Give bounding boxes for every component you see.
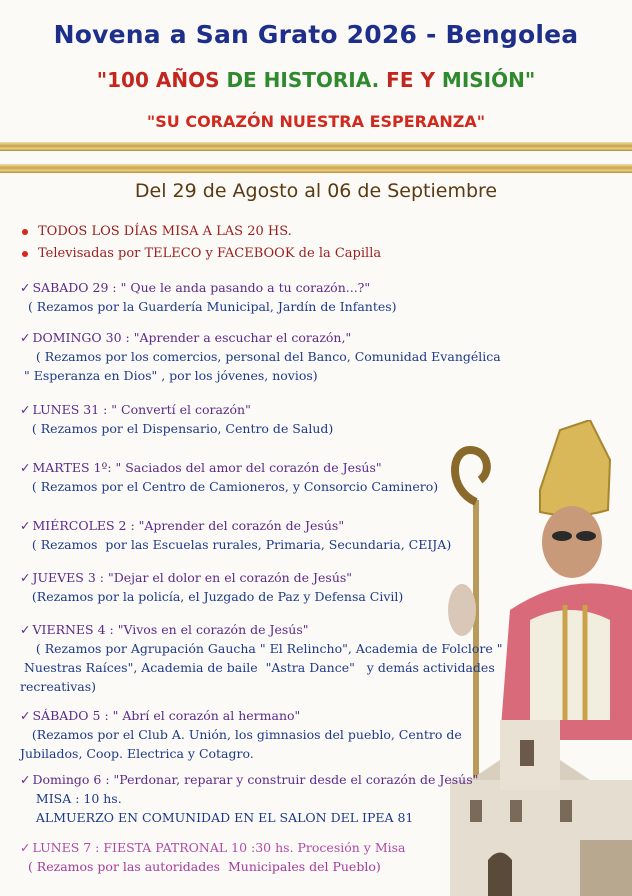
day-heading-text: SÁBADO 5 : " Abrí el corazón al hermano" <box>32 708 301 723</box>
day-intention-line: ( Rezamos por la Guardería Municipal, Jardín de Infantes) <box>20 299 397 314</box>
subtitle-part-d: MISIÓN" <box>441 68 536 92</box>
novena-day-entry <box>20 770 620 827</box>
bullet-dot-icon <box>22 229 28 235</box>
day-heading <box>20 400 620 419</box>
day-intention-line: Jubilados, Coop. Electrica y Cotagro. <box>20 746 254 761</box>
novena-day-entry <box>20 278 620 316</box>
check-icon: ✓ <box>20 330 31 345</box>
check-icon: ✓ <box>20 622 31 637</box>
subtitle-part-c: FE Y <box>386 68 435 92</box>
novena-day-entry <box>20 400 620 438</box>
day-heading-text: Domingo 6 : "Perdonar, reparar y construir desde el corazón de Jesús" <box>32 772 479 787</box>
day-intention-line: Nuestras Raíces", Academia de baile "Astra Dance" y demás actividades <box>20 660 495 675</box>
check-icon: ✓ <box>20 708 31 723</box>
day-heading <box>20 770 620 789</box>
day-intention-line: recreativas) <box>20 679 97 694</box>
gold-divider-bottom <box>0 164 632 173</box>
check-icon: ✓ <box>20 280 31 295</box>
day-heading-text: VIERNES 4 : "Vivos en el corazón de Jesús" <box>32 622 309 637</box>
day-heading-text: MIÉRCOLES 2 : "Aprender del corazón de Jesús" <box>32 518 345 533</box>
day-heading <box>20 568 620 587</box>
subtitle-motto <box>0 68 632 92</box>
subtitle-part-b: DE HISTORIA. <box>226 68 380 92</box>
day-heading <box>20 838 620 857</box>
bullet-dot-icon <box>22 251 28 257</box>
day-heading <box>20 458 620 477</box>
day-heading <box>20 620 620 639</box>
novena-day-entry <box>20 838 620 876</box>
bullet-item <box>22 224 292 239</box>
check-icon: ✓ <box>20 402 31 417</box>
novena-day-entry <box>20 328 620 385</box>
day-intention-line: ALMUERZO EN COMUNIDAD EN EL SALON DEL IPEA 81 <box>20 810 414 825</box>
novena-day-entry <box>20 458 620 496</box>
date-range: Del 29 de Agosto al 06 de Septiembre <box>134 180 498 202</box>
day-heading-text: MARTES 1º: " Saciados del amor del corazón de Jesús" <box>32 460 382 475</box>
day-intention-line: (Rezamos por el Club A. Unión, los gimnasios del pueblo, Centro de <box>20 727 462 742</box>
check-icon: ✓ <box>20 518 31 533</box>
day-heading <box>20 278 620 297</box>
day-heading <box>20 328 620 347</box>
day-heading-text: LUNES 31 : " Convertí el corazón" <box>32 402 251 417</box>
check-icon: ✓ <box>20 840 31 855</box>
day-intention-line: MISA : 10 hs. <box>20 791 122 806</box>
bullet-text: TODOS LOS DÍAS MISA A LAS 20 HS. <box>38 224 292 239</box>
day-intention-line: ( Rezamos por el Centro de Camioneros, y Consorcio Caminero) <box>20 479 439 494</box>
day-heading <box>20 706 620 725</box>
page-title: Novena a San Grato 2026 - Bengolea <box>53 20 579 49</box>
day-heading <box>20 516 620 535</box>
day-intention-line: ( Rezamos por las Escuelas rurales, Primaria, Secundaria, CEIJA) <box>20 537 452 552</box>
novena-day-entry <box>20 516 620 554</box>
check-icon: ✓ <box>20 460 31 475</box>
check-icon: ✓ <box>20 772 31 787</box>
day-heading-text: DOMINGO 30 : "Aprender a escuchar el corazón," <box>32 330 352 345</box>
bullet-item <box>22 246 381 261</box>
day-heading-text: SABADO 29 : " Que le anda pasando a tu corazón...?" <box>32 280 371 295</box>
day-heading-text: JUEVES 3 : "Dejar el dolor en el corazón de Jesús" <box>32 570 353 585</box>
bullet-text: Televisadas por TELECO y FACEBOOK de la Capilla <box>38 246 382 261</box>
day-intention-line: ( Rezamos por el Dispensario, Centro de Salud) <box>20 421 334 436</box>
novena-day-entry <box>20 706 620 763</box>
day-intention-line: ( Rezamos por los comercios, personal del Banco, Comunidad Evangélica <box>20 349 501 364</box>
subtitle-part-a: "100 AÑOS <box>96 68 220 92</box>
novena-day-entry <box>20 620 620 696</box>
check-icon: ✓ <box>20 570 31 585</box>
day-intention-line: ( Rezamos por las autoridades Municipales del Pueblo) <box>20 859 381 874</box>
day-intention-line: " Esperanza en Dios" , por los jóvenes, novios) <box>20 368 318 383</box>
day-heading-text: LUNES 7 : FIESTA PATRONAL 10 :30 hs. Procesión y Misa <box>32 840 406 855</box>
subtitle-theme: "SU CORAZÓN NUESTRA ESPERANZA" <box>146 112 486 131</box>
day-intention-line: (Rezamos por la policía, el Juzgado de Paz y Defensa Civil) <box>20 589 404 604</box>
gold-divider-top <box>0 142 632 151</box>
day-intention-line: ( Rezamos por Agrupación Gaucha " El Relincho", Academia de Folclore " <box>20 641 503 656</box>
novena-day-entry <box>20 568 620 606</box>
